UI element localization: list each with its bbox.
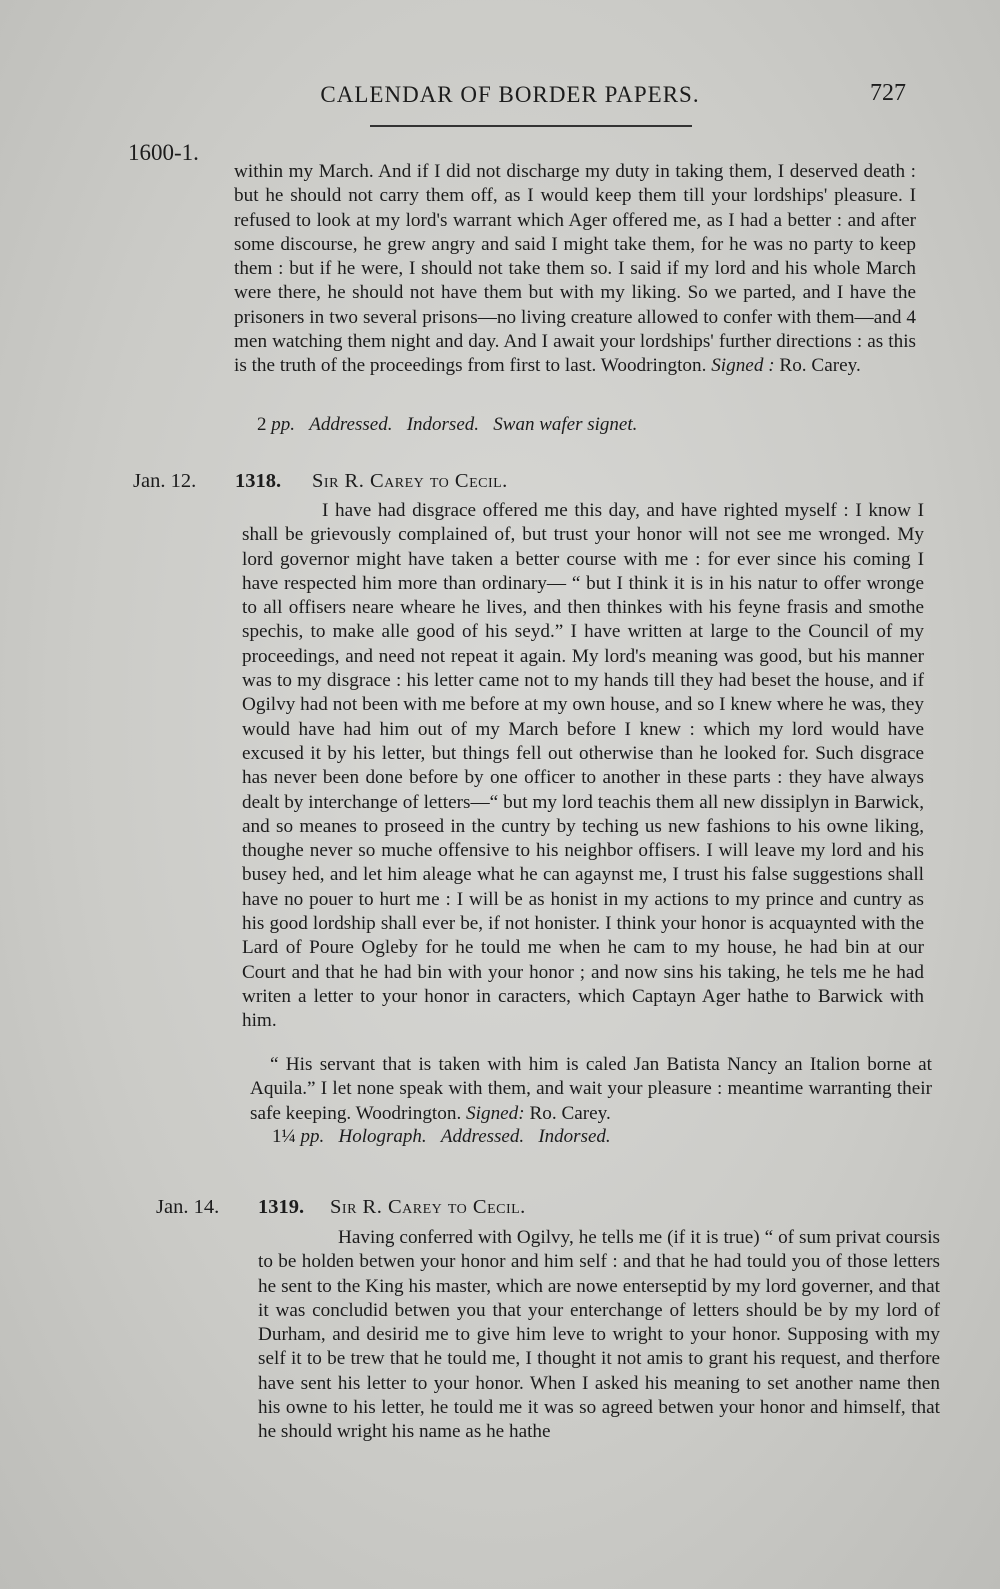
- entry-number: 1319.: [258, 1196, 305, 1218]
- pp-label: pp.: [271, 414, 295, 435]
- page-count: 2: [257, 414, 267, 435]
- meta-item: Indorsed.: [406, 414, 480, 435]
- continuation-meta: [257, 414, 637, 436]
- signed-label: Signed :: [711, 355, 775, 377]
- meta-item: Addressed.: [309, 414, 393, 435]
- signed-label: Signed:: [466, 1102, 525, 1124]
- entry-title: Sir R. Carey to Cecil.: [312, 470, 508, 492]
- entry-paragraph-text: “ His servant that is taken with him is caled Jan Batista Nancy an Italion borne at Aquila.” I let none speak with them, and wait your pleasure : meantime warranting their safe keeping. Woodrington.: [250, 1054, 932, 1124]
- page-number: 727: [870, 80, 906, 106]
- entry-title: Sir R. Carey to Cecil.: [330, 1196, 526, 1218]
- entry-date: Jan. 14.: [156, 1196, 220, 1218]
- meta-item: Indorsed.: [538, 1126, 611, 1147]
- signed-name: Ro. Carey.: [779, 355, 861, 377]
- running-title: CALENDAR OF BORDER PAPERS.: [320, 82, 700, 107]
- pp-label: pp.: [300, 1126, 325, 1147]
- page-count: 1¼: [272, 1126, 296, 1147]
- entry-number: 1318.: [235, 470, 282, 492]
- entry-meta: [272, 1126, 611, 1148]
- entry-paragraph: I have had disgrace offered me this day, and have righted myself : I know I shall be grievously complained of, but trust your honor will not see me wronged. My lord governor might have taken a better course with me : for ever since his coming I have respected him more than ordinary— “ but I think it is in his natur to offer wronge to all offisers neare wheare he lives, and then thinkes with his feyne frasis and smothe spechis, to make alle good of his seyd.” I have written at large to the Council of my proceedings, and need not repeat it again. My lord's meaning was good, but his manner was to my disgrace : his letter came not to my hands till they had beset the house, and if Ogilvy had not been with me before at my own house, and so I knew where he was, they would have had him out of my March before I knew : which my lord would have excused it by his letter, but things fell out otherwise than he looked for. Such disgrace has never been done before by one officer to another in these parts : they have always dealt by interchange of letters—“ but my lord teachis them all new dissiplyn in Barwick, and so meanes to proseed in the cuntry by teching us new fashions to his owne liking, thoughe never so muche offensive to his neighbor offisers. I will leave my lord and his busey hed, and let him aleage what he can agaynst me, I trust his false suggestions shall have no pouer to hurt me : I will be as honist in my actions to my prince and cuntry as his good lordship shall ever be, if not honister. I think your honor is acquaynted with the Lard of Poure Ogleby for he tould me when he cam to my house, he had bin at our Court and that he had bin with your honor ; and now sins his taking, he tels me he had writen a letter to your honor in caracters, which Captayn Ager hathe to Barwick with him.: [242, 500, 924, 1032]
- signed-name: Ro. Carey.: [529, 1102, 611, 1124]
- year-margin: 1600-1.: [128, 140, 199, 165]
- continuation-text: within my March. And if I did not discharge my duty in taking them, I deserved death : but he should not carry them off, as I would keep them till your lordships' pleasure. I refused to look at my lord's warrant which Ager offered me, as I had a better : and after some discourse, he grew angry and said I might take them, for he was no party to keep them : but if he were, I should not take them so. I said if my lord and his whole March were there, he should not have them but with my liking. So we parted, and I have the prisoners in two several prisons—no living creature allowed to confer with them—and 4 men watching them night and day. And I await your lordships' further directions : as this is the truth of the proceedings from first to last. Woodrington.: [234, 161, 916, 377]
- entry-paragraph: Having conferred with Ogilvy, he tells me (if it is true) “ of sum privat coursis to be holden betwen your honor and him self : and that he had tould you of those letters he sent to the King his master, which are nowe enterseptid by my lord governer, and that it was concludid betwen you that your enterchange of letters should be by my lord of Durham, and desirid me to give him leve to wright to your honor. Supposing with my self it to be trew that he tould me, I thought it not amis to grant his request, and therfore have sent his letter to your honor. When I asked his meaning to set another name then his owne to his letter, he tould me it was so agreed betwen your honor and himself, that he should wright his name as he hathe: [258, 1227, 940, 1443]
- continuation-paragraph: [234, 160, 916, 379]
- meta-item: Swan wafer signet.: [493, 414, 638, 435]
- entry-date: Jan. 12.: [133, 470, 197, 492]
- entry-paragraph: [250, 1053, 932, 1126]
- meta-item: Addressed.: [440, 1126, 525, 1147]
- running-head: [0, 82, 1000, 108]
- header-rule: [370, 125, 692, 127]
- meta-item: Holograph.: [338, 1126, 427, 1147]
